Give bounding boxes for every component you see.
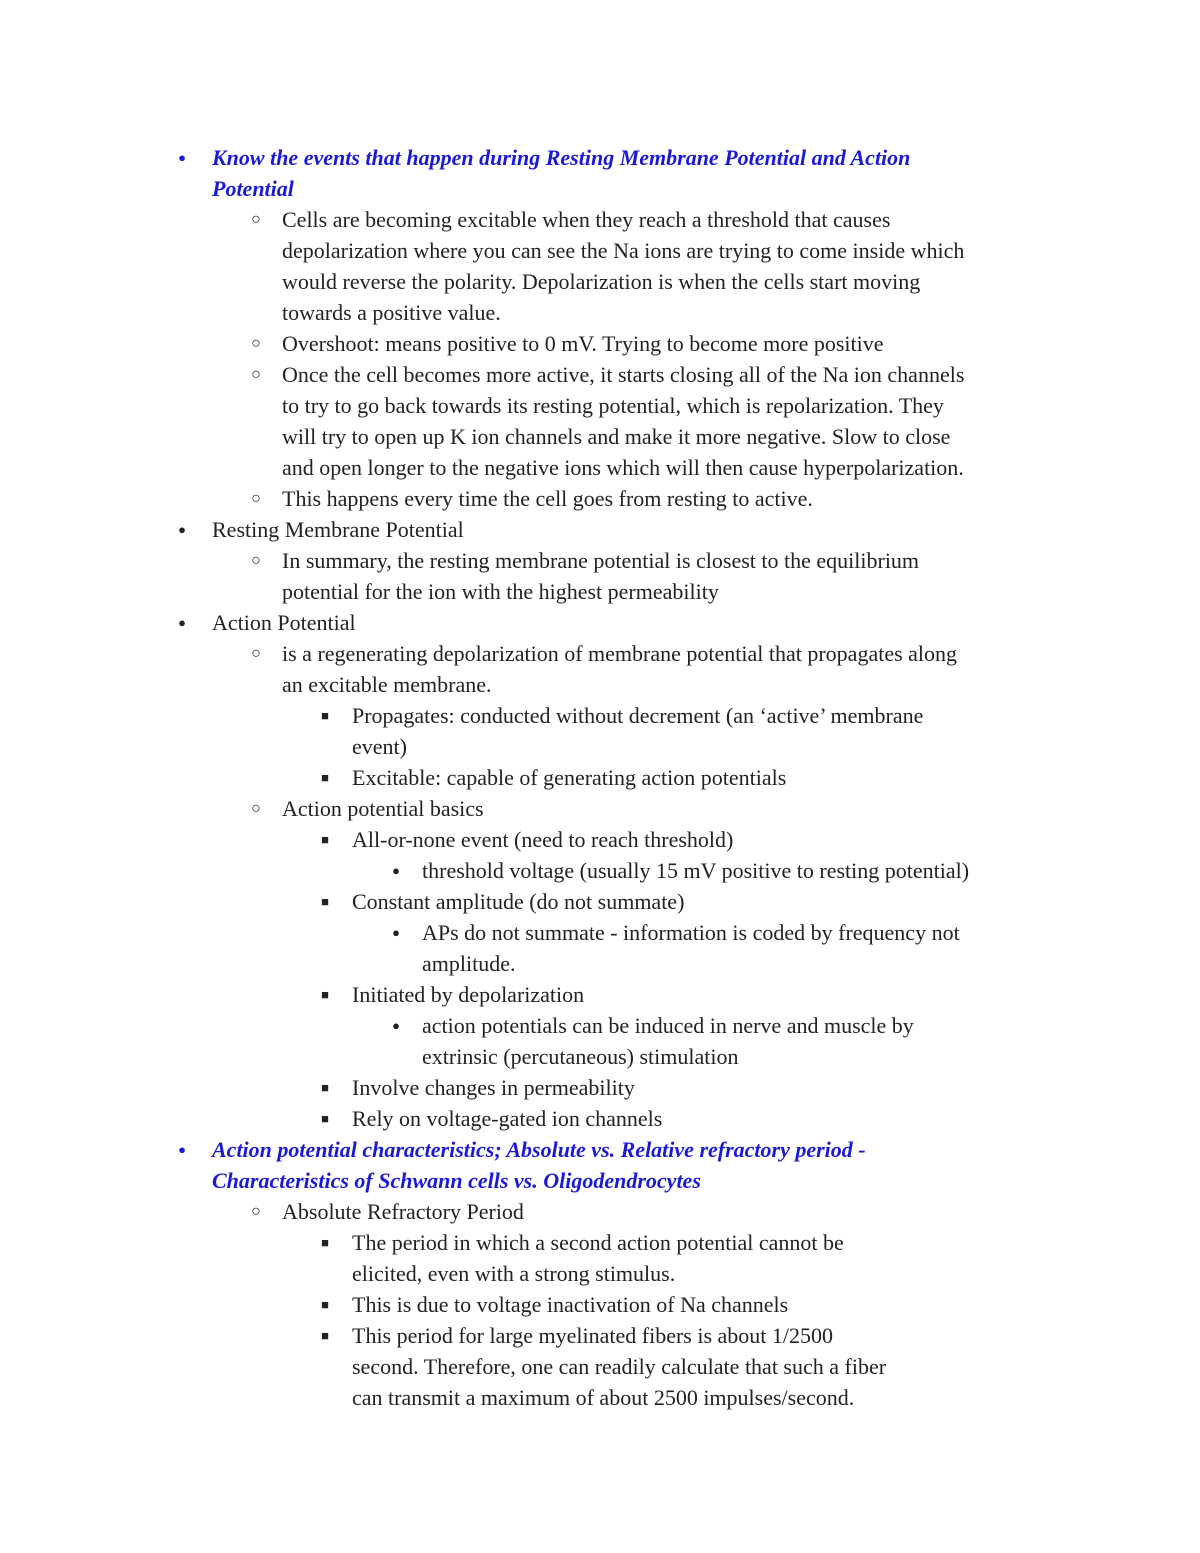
list-item-level-1 bbox=[212, 142, 910, 204]
list-item-text-line: Action potential characteristics; Absolute vs. Relative refractory period - bbox=[212, 1137, 866, 1162]
list-item-text-line: event) bbox=[352, 734, 407, 759]
list-item-level-3 bbox=[352, 1103, 662, 1134]
list-item-text-line: Excitable: capable of generating action potentials bbox=[352, 765, 787, 790]
list-item-text-line: extrinsic (percutaneous) stimulation bbox=[422, 1044, 739, 1069]
list-item-text-line: Action potential basics bbox=[282, 796, 484, 821]
hollow-circle-bullet-icon bbox=[246, 359, 266, 390]
list-item-text-line: Initiated by depolarization bbox=[352, 982, 585, 1007]
hollow-circle-bullet-icon bbox=[246, 1196, 266, 1227]
list-item-text-line: potential for the ion with the highest permeability bbox=[282, 579, 719, 604]
list-item-text-line: would reverse the polarity. Depolarization is when the cells start moving bbox=[282, 269, 921, 294]
list-item-level-3 bbox=[352, 979, 584, 1010]
list-item-text-line: All-or-none event (need to reach threshold) bbox=[352, 827, 734, 852]
list-item-level-1 bbox=[212, 514, 464, 545]
list-item-text-line: Once the cell becomes more active, it starts closing all of the Na ion channels bbox=[282, 362, 965, 387]
hollow-circle-bullet-icon bbox=[246, 483, 266, 514]
square-bullet-icon bbox=[315, 1072, 335, 1103]
list-item-level-3 bbox=[352, 886, 684, 917]
list-item-text-line: Know the events that happen during Resting Membrane Potential and Action bbox=[212, 145, 911, 170]
square-bullet-icon bbox=[315, 1289, 335, 1320]
list-item-text-line: amplitude. bbox=[422, 951, 516, 976]
list-item-text-line: This is due to voltage inactivation of Na channels bbox=[352, 1292, 789, 1317]
list-item-level-2 bbox=[282, 359, 964, 483]
list-item-text-line: Overshoot: means positive to 0 mV. Trying to become more positive bbox=[282, 331, 884, 356]
list-item-text-line: can transmit a maximum of about 2500 impulses/second. bbox=[352, 1385, 855, 1410]
list-item-text-line: towards a positive value. bbox=[282, 300, 501, 325]
list-item-text-line: second. Therefore, one can readily calculate that such a fiber bbox=[352, 1354, 887, 1379]
filled-circle-bullet-icon bbox=[172, 514, 192, 545]
list-item-text-line: The period in which a second action potential cannot be bbox=[352, 1230, 844, 1255]
list-item-level-3 bbox=[352, 1227, 844, 1289]
square-bullet-icon bbox=[315, 824, 335, 855]
list-item-text-line: depolarization where you can see the Na ions are trying to come inside which bbox=[282, 238, 965, 263]
hollow-circle-bullet-icon bbox=[246, 793, 266, 824]
square-bullet-icon bbox=[315, 886, 335, 917]
list-item-text-line: APs do not summate - information is coded by frequency not bbox=[422, 920, 960, 945]
filled-circle-bullet-icon bbox=[172, 607, 192, 638]
list-item-text-line: Characteristics of Schwann cells vs. Oligodendrocytes bbox=[212, 1168, 701, 1193]
list-item-level-2 bbox=[282, 793, 484, 824]
square-bullet-icon bbox=[315, 1103, 335, 1134]
list-item-text-line: Rely on voltage-gated ion channels bbox=[352, 1106, 663, 1131]
hollow-circle-bullet-icon bbox=[246, 328, 266, 359]
square-bullet-icon bbox=[315, 979, 335, 1010]
filled-circle-bullet-icon bbox=[172, 1134, 192, 1165]
list-item-text-line: This happens every time the cell goes from resting to active. bbox=[282, 486, 813, 511]
square-bullet-icon bbox=[315, 700, 335, 731]
square-bullet-icon bbox=[315, 1227, 335, 1258]
list-item-text-line: will try to open up K ion channels and make it more negative. Slow to close bbox=[282, 424, 951, 449]
list-item-text-line: Constant amplitude (do not summate) bbox=[352, 889, 685, 914]
list-item-text-line: an excitable membrane. bbox=[282, 672, 492, 697]
list-item-level-1 bbox=[212, 607, 356, 638]
list-item-level-1 bbox=[212, 1134, 866, 1196]
filled-circle-bullet-icon bbox=[386, 855, 406, 886]
list-item-level-3 bbox=[352, 1320, 886, 1413]
list-item-level-3 bbox=[352, 1289, 788, 1320]
list-item-level-4 bbox=[422, 1010, 914, 1072]
list-item-level-4 bbox=[422, 917, 960, 979]
filled-circle-bullet-icon bbox=[386, 917, 406, 948]
list-item-level-3 bbox=[352, 824, 733, 855]
list-item-text-line: Action Potential bbox=[212, 610, 356, 635]
list-item-text-line: Propagates: conducted without decrement (an ‘active’ membrane bbox=[352, 703, 924, 728]
list-item-text-line: threshold voltage (usually 15 mV positive to resting potential) bbox=[422, 858, 970, 883]
list-item-level-2 bbox=[282, 328, 884, 359]
hollow-circle-bullet-icon bbox=[246, 638, 266, 669]
list-item-text-line: is a regenerating depolarization of membrane potential that propagates along bbox=[282, 641, 958, 666]
list-item-text-line: and open longer to the negative ions which will then cause hyperpolarization. bbox=[282, 455, 964, 480]
list-item-text-line: elicited, even with a strong stimulus. bbox=[352, 1261, 676, 1286]
square-bullet-icon bbox=[315, 762, 335, 793]
list-item-text-line: This period for large myelinated fibers is about 1/2500 bbox=[352, 1323, 834, 1348]
list-item-level-3 bbox=[352, 1072, 635, 1103]
list-item-text-line: Potential bbox=[212, 176, 294, 201]
hollow-circle-bullet-icon bbox=[246, 204, 266, 235]
list-item-level-2 bbox=[282, 1196, 524, 1227]
list-item-text-line: to try to go back towards its resting potential, which is repolarization. They bbox=[282, 393, 944, 418]
list-item-text-line: action potentials can be induced in nerve and muscle by bbox=[422, 1013, 914, 1038]
list-item-level-2 bbox=[282, 483, 813, 514]
list-item-text-line: Resting Membrane Potential bbox=[212, 517, 464, 542]
list-item-text-line: Absolute Refractory Period bbox=[282, 1199, 524, 1224]
square-bullet-icon bbox=[315, 1320, 335, 1351]
hollow-circle-bullet-icon bbox=[246, 545, 266, 576]
list-item-text-line: Involve changes in permeability bbox=[352, 1075, 635, 1100]
list-item-level-2 bbox=[282, 638, 957, 700]
list-item-text-line: Cells are becoming excitable when they reach a threshold that causes bbox=[282, 207, 891, 232]
list-item-level-3 bbox=[352, 762, 786, 793]
list-item-text-line: In summary, the resting membrane potential is closest to the equilibrium bbox=[282, 548, 920, 573]
list-item-level-3 bbox=[352, 700, 923, 762]
list-item-level-4 bbox=[422, 855, 969, 886]
filled-circle-bullet-icon bbox=[172, 142, 192, 173]
list-item-level-2 bbox=[282, 204, 964, 328]
list-item-level-2 bbox=[282, 545, 919, 607]
filled-circle-bullet-icon bbox=[386, 1010, 406, 1041]
